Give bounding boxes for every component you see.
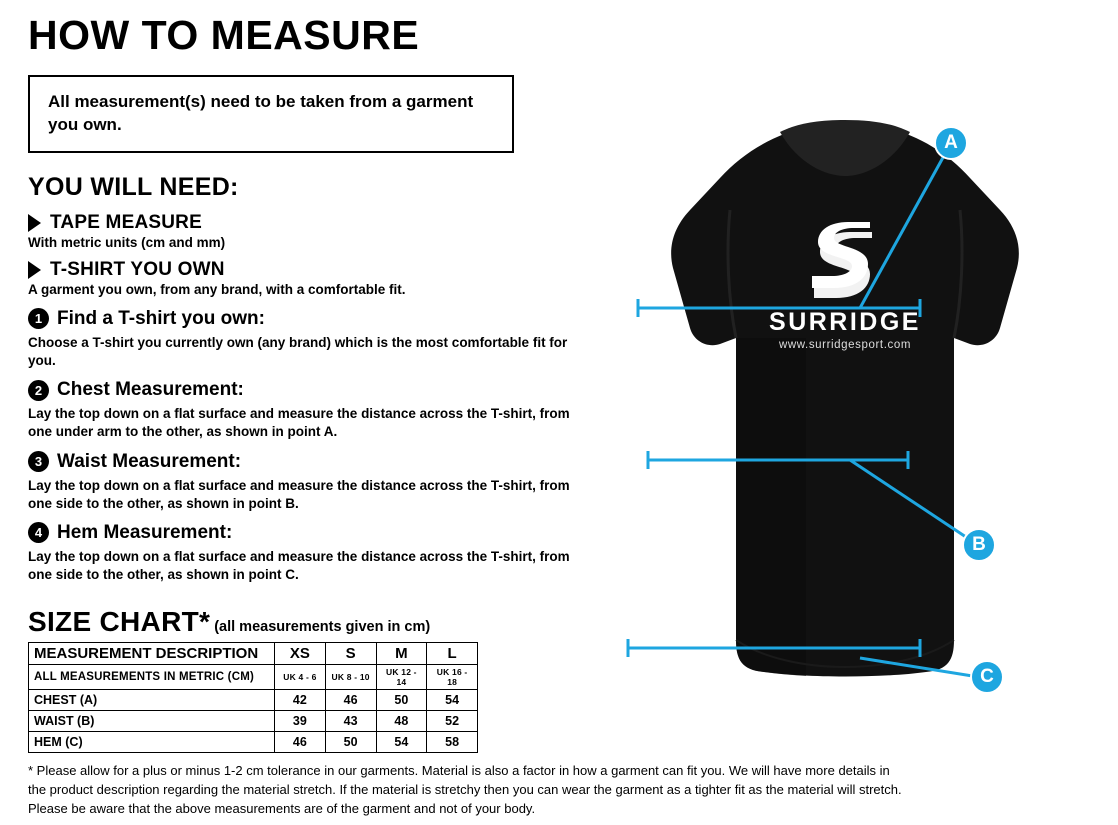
step-body: Choose a T-shirt you currently own (any brand) which is the most comfortable fit for you.	[28, 334, 568, 368]
need-label: T-SHIRT YOU OWN	[50, 258, 225, 280]
step-body: Lay the top down on a flat surface and measure the distance across the T-shirt, from one side to the other, as shown in point C.	[28, 548, 570, 583]
cell-hem-s: 50	[325, 732, 376, 753]
step-number: 3	[28, 451, 49, 472]
marker-b: B	[962, 528, 996, 562]
table-row-uk-sizes	[29, 665, 478, 690]
step-body: Lay the top down on a flat surface and measure the distance across the T-shirt, from one side to the other, as shown in point B.	[28, 477, 570, 511]
need-item-tshirt	[28, 259, 588, 281]
cell-waist-m: 48	[376, 711, 427, 732]
cell-chest-s: 46	[325, 690, 376, 711]
footnote-text: * Please allow for a plus or minus 1-2 cm tolerance in our garments. Material is also a factor in how a garment can fit you. We will have more details in the product description regarding the material stretch. If the material is stretchy then you can wear the garment as a tighter fit as the material will stretch. Please be aware that the above measurements are of the garment and not of your body.	[28, 763, 902, 817]
cell-uk-l: UK 16 - 18	[427, 665, 478, 690]
tshirt-illustration	[530, 80, 1100, 720]
cell-waist-l: 52	[427, 711, 478, 732]
need-item-tape-measure	[28, 212, 588, 234]
step-title: Hem Measurement:	[57, 521, 233, 543]
cell-hem-m: 54	[376, 732, 427, 753]
column-header-l: L	[427, 643, 478, 665]
column-header-s: S	[325, 643, 376, 665]
step-number: 4	[28, 522, 49, 543]
cell-uk-xs: UK 4 - 6	[275, 665, 326, 690]
column-header-m: M	[376, 643, 427, 665]
cell-chest-xs: 42	[275, 690, 326, 711]
row-label-chest: CHEST (A)	[29, 690, 275, 711]
table-row	[29, 732, 478, 753]
row-label-hem: HEM (C)	[29, 732, 275, 753]
triangle-bullet-icon	[28, 214, 41, 232]
notice-text: All measurement(s) need to be taken from a garment you own.	[48, 92, 474, 134]
size-chart-table	[28, 642, 478, 753]
table-row	[29, 711, 478, 732]
marker-c: C	[970, 660, 1004, 694]
cell-chest-l: 54	[427, 690, 478, 711]
step-2	[28, 379, 588, 401]
tshirt-shape	[671, 120, 1019, 677]
column-header-description: MEASUREMENT DESCRIPTION	[29, 643, 275, 665]
notice-box	[28, 75, 514, 153]
cell-hem-xs: 46	[275, 732, 326, 753]
step-title: Find a T-shirt you own:	[57, 307, 265, 329]
cell-hem-l: 58	[427, 732, 478, 753]
cell-waist-xs: 39	[275, 711, 326, 732]
size-chart-heading	[28, 606, 588, 638]
step-4	[28, 522, 588, 544]
need-sub: With metric units (cm and mm)	[28, 234, 226, 250]
tshirt-diagram-svg	[530, 80, 1100, 720]
column-header-xs: XS	[275, 643, 326, 665]
step-title: Chest Measurement:	[57, 379, 244, 401]
marker-a: A	[934, 126, 968, 160]
step-number: 1	[28, 308, 49, 329]
step-body: Lay the top down on a flat surface and measure the distance across the T-shirt, from one under arm to the other, as shown in point A.	[28, 406, 570, 440]
cell-metric-label: ALL MEASUREMENTS IN METRIC (CM)	[29, 665, 275, 690]
size-chart-note: (all measurements given in cm)	[214, 619, 431, 636]
page-title: HOW TO MEASURE	[28, 12, 420, 58]
you-will-need-heading: YOU WILL NEED:	[28, 172, 239, 201]
triangle-bullet-icon	[28, 261, 41, 279]
cell-uk-m: UK 12 - 14	[376, 665, 427, 690]
step-3	[28, 451, 588, 473]
row-label-waist: WAIST (B)	[29, 711, 275, 732]
need-label: TAPE MEASURE	[50, 211, 202, 233]
step-number: 2	[28, 380, 49, 401]
brand-wordmark: SURRIDGE	[769, 308, 921, 336]
table-row	[29, 690, 478, 711]
cell-waist-s: 43	[325, 711, 376, 732]
step-title: Waist Measurement:	[57, 450, 242, 472]
brand-website: www.surridgesport.com	[778, 339, 912, 351]
step-1	[28, 308, 588, 330]
size-chart-title: SIZE CHART*	[28, 606, 211, 638]
table-header-row	[29, 643, 478, 665]
cell-uk-s: UK 8 - 10	[325, 665, 376, 690]
cell-chest-m: 50	[376, 690, 427, 711]
need-sub: A garment you own, from any brand, with a comfortable fit.	[28, 281, 406, 297]
